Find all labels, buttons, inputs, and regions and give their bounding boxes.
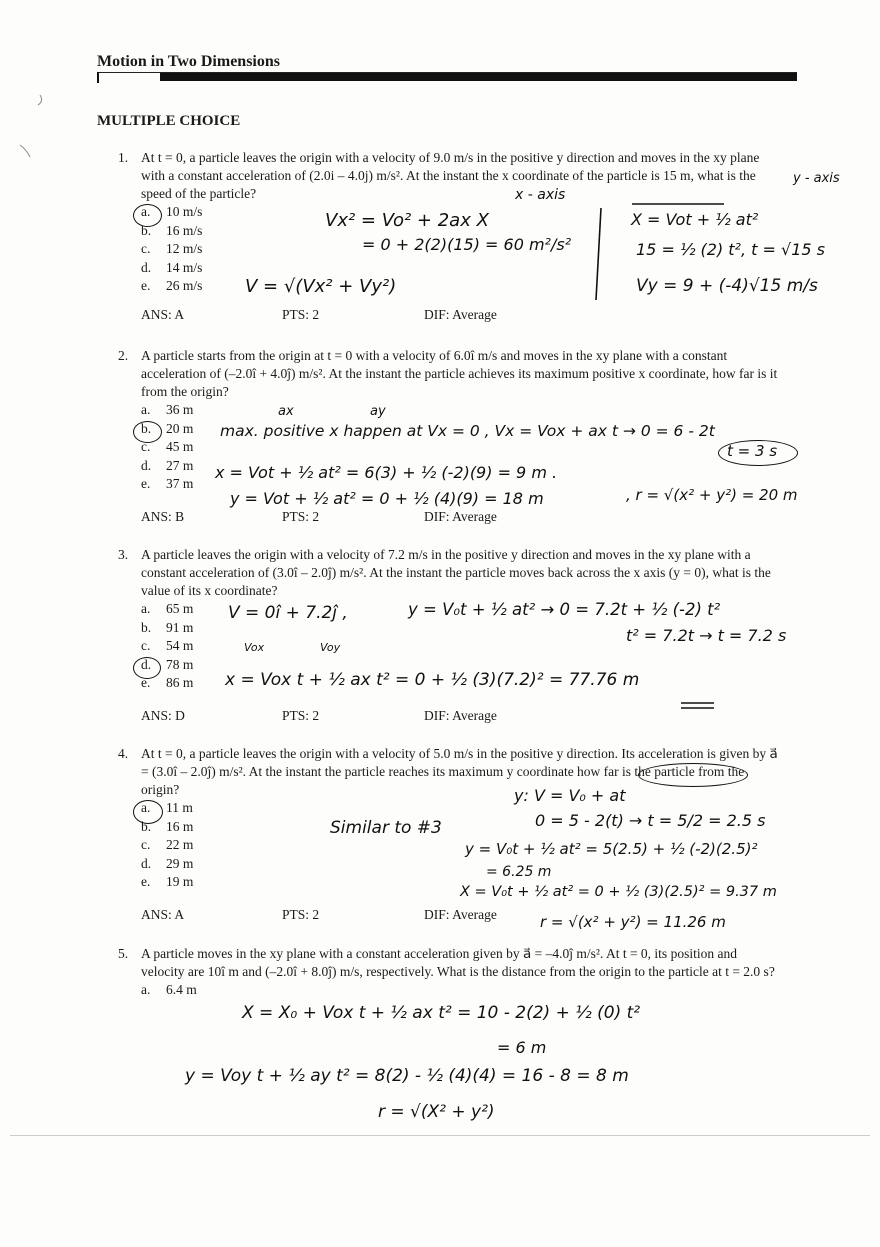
divider-stroke — [596, 208, 601, 300]
hw-q4-eq6: r = √(x² + y²) = 11.26 m — [540, 913, 726, 931]
hw-q2-eq3: y = Vot + ½ at² = 0 + ½ (4)(9) = 18 m — [230, 489, 544, 508]
option-letter: d. — [141, 259, 152, 275]
option-value: 54 m — [166, 638, 194, 653]
option-value: 45 m — [166, 439, 194, 454]
option-letter: a. — [141, 800, 151, 815]
difficulty: DIF: Average — [424, 509, 497, 524]
option-value: 12 m/s — [166, 241, 203, 256]
hw-q4-eq2: 0 = 5 - 2(t) → t = 5/2 = 2.5 s — [535, 811, 766, 830]
option-value: 14 m/s — [166, 259, 203, 275]
hw-q5-eq4: r = √(X² + y²) — [378, 1102, 495, 1122]
option-value: 10 m/s — [166, 204, 203, 219]
hw-q4-eq3: y = V₀t + ½ at² = 5(2.5) + ½ (-2)(2.5)² — [465, 840, 758, 858]
option-value: 6.4 m — [166, 982, 197, 997]
hw-q2-eq4: , r = √(x² + y²) = 20 m — [626, 486, 798, 504]
underline-stroke — [681, 703, 714, 708]
option-letter: b. — [141, 818, 152, 834]
option-letter: d. — [141, 457, 152, 473]
option-value: 11 m — [166, 800, 193, 815]
scan-specks — [20, 95, 42, 157]
question-text: A particle starts from the origin at t = 0 with a velocity of 6.0î m/s and moves in the xy plane with a constant acceleration of (–2.0î + 4.0ĵ) m/s². At the instant the particle achieves its maximum positive x coordinate, how far is it from the origin? — [141, 348, 778, 399]
option-letter: c. — [141, 439, 151, 454]
option-value: 36 m — [166, 402, 194, 417]
option-value: 16 m/s — [166, 222, 203, 238]
hw-q1-yaxis: y - axis — [793, 171, 840, 186]
hw-q2-eq2: x = Vot + ½ at² = 6(3) + ½ (-2)(9) = 9 m . — [215, 463, 558, 482]
hw-q1-eq6: Vy = 9 + (-4)√15 m/s — [636, 276, 818, 296]
option-letter: a. — [141, 402, 151, 417]
answer-key: ANS: B — [141, 509, 185, 524]
option-letter: e. — [141, 675, 151, 690]
points: PTS: 2 — [282, 907, 320, 922]
hw-q5-eq1: X = X₀ + Vox t + ½ ax t² = 10 - 2(2) + ½ (0) t² — [242, 1003, 641, 1023]
hw-q1-eq5: 15 = ½ (2) t², t = √15 s — [636, 240, 825, 259]
hw-q3-vox: Vox — [244, 641, 265, 654]
answer-key: ANS: A — [141, 307, 185, 322]
option-value: 16 m — [166, 818, 194, 834]
question-number: 1. — [118, 150, 129, 165]
option-value: 86 m — [166, 675, 194, 690]
difficulty: DIF: Average — [424, 307, 497, 322]
points: PTS: 2 — [282, 708, 320, 723]
option-value: 78 m — [166, 656, 194, 672]
option-letter: d. — [141, 855, 152, 871]
option-letter: c. — [141, 837, 151, 852]
difficulty: DIF: Average — [424, 708, 497, 723]
option-letter: a. — [141, 204, 151, 219]
answer-key: ANS: D — [141, 708, 185, 723]
question-number: 5. — [118, 946, 129, 961]
option-letter: e. — [141, 476, 151, 491]
option-letter: a. — [141, 982, 151, 997]
hw-q3-eq4: x = Vox t + ½ ax t² = 0 + ½ (3)(7.2)² = 77.76 m — [225, 670, 640, 690]
option-value: 20 m — [166, 420, 194, 436]
option-letter: b. — [141, 619, 152, 635]
option-value: 65 m — [166, 601, 194, 616]
question-number: 4. — [118, 746, 129, 761]
hw-q4-eq5: X = V₀t + ½ at² = 0 + ½ (3)(2.5)² = 9.37 m — [460, 884, 777, 900]
hw-q1-eq1: Vx² = Vo² + 2ax X — [325, 210, 489, 231]
option-letter: b. — [141, 222, 152, 238]
option-value: 27 m — [166, 457, 194, 473]
answer-key: ANS: A — [141, 907, 185, 922]
hw-q2-ay: ay — [370, 404, 386, 419]
hw-q3-eq2: y = V₀t + ½ at² → 0 = 7.2t + ½ (-2) t² — [408, 600, 721, 619]
hw-q4-eq4: = 6.25 m — [486, 864, 552, 880]
hw-q2-eq1: max. positive x happen at Vx = 0 , Vx = Vox + ax t → 0 = 6 - 2t — [220, 422, 715, 440]
option-value: 19 m — [166, 874, 194, 889]
hw-q4-similar: Similar to #3 — [330, 818, 442, 838]
question-text: At t = 0, a particle leaves the origin with a velocity of 9.0 m/s in the positive y direction and moves in the xy plane with a constant acceleration of (2.0i – 4.0j) m/s². At the instant the x coordinate of the particle is 15 m, what is the speed of the particle? — [141, 150, 760, 201]
hw-q3-eq1: V = 0î + 7.2ĵ , — [228, 603, 348, 623]
option-letter: b. — [141, 420, 152, 436]
question-text: A particle leaves the origin with a velocity of 7.2 m/s in the positive y direction and moves in the xy plane with a constant acceleration of (3.0î – 2.0ĵ) m/s². At the instant the particle moves back across the x axis (y = 0), what is the value of its x coordinate? — [141, 547, 771, 598]
scan-edge — [10, 1135, 870, 1136]
option-value: 22 m — [166, 837, 194, 852]
question-text: At t = 0, a particle leaves the origin with a velocity of 5.0 m/s in the positive y direction. Its acceleration is given by a⃗ = (3.0î – 2.0ĵ) m/s². At the instant the particle reaches its maximum y coordinate how far is the particle from the origin? — [141, 746, 778, 797]
option-letter: c. — [141, 638, 151, 653]
option-value: 26 m/s — [166, 278, 203, 293]
hw-q4-eq1: y: V = V₀ + at — [514, 786, 626, 805]
hw-q1-xaxis: x - axis — [515, 187, 566, 203]
hw-q1-eq4: X = Vot + ½ at² — [631, 210, 759, 229]
hw-q5-eq3: y = Voy t + ½ ay t² = 8(2) - ½ (4)(4) = 16 - 8 = 8 m — [185, 1066, 629, 1086]
question-number: 3. — [118, 547, 129, 562]
page-title: Motion in Two Dimensions — [97, 53, 280, 70]
question-text: A particle moves in the xy plane with a constant acceleration given by a⃗ = –4.0ĵ m/s². At t = 0, its position and velocity are 10î m and (–2.0î + 8.0ĵ) m/s, respectively. What is the distance from the origin to the particle at t = 2.0 s? — [141, 946, 775, 979]
hw-q1-eq3: V = √(Vx² + Vy²) — [245, 276, 397, 297]
option-letter: a. — [141, 601, 151, 616]
option-letter: e. — [141, 278, 151, 293]
hw-q2-ax: ax — [278, 404, 294, 419]
points: PTS: 2 — [282, 307, 320, 322]
hw-q5-eq2: = 6 m — [497, 1038, 547, 1057]
option-value: 29 m — [166, 855, 194, 871]
option-letter: d. — [141, 656, 152, 672]
hw-q3-voy: Voy — [320, 641, 341, 654]
difficulty: DIF: Average — [424, 907, 497, 922]
option-letter: e. — [141, 874, 151, 889]
option-value: 91 m — [166, 619, 194, 635]
hw-q2-t: t = 3 s — [727, 442, 778, 460]
option-letter: c. — [141, 241, 151, 256]
hw-q3-eq3: t² = 7.2t → t = 7.2 s — [626, 626, 787, 645]
hw-q1-eq2: = 0 + 2(2)(15) = 60 m²/s² — [362, 235, 572, 254]
section-heading: MULTIPLE CHOICE — [97, 113, 241, 129]
points: PTS: 2 — [282, 509, 320, 524]
option-value: 37 m — [166, 476, 194, 491]
question-number: 2. — [118, 348, 129, 363]
